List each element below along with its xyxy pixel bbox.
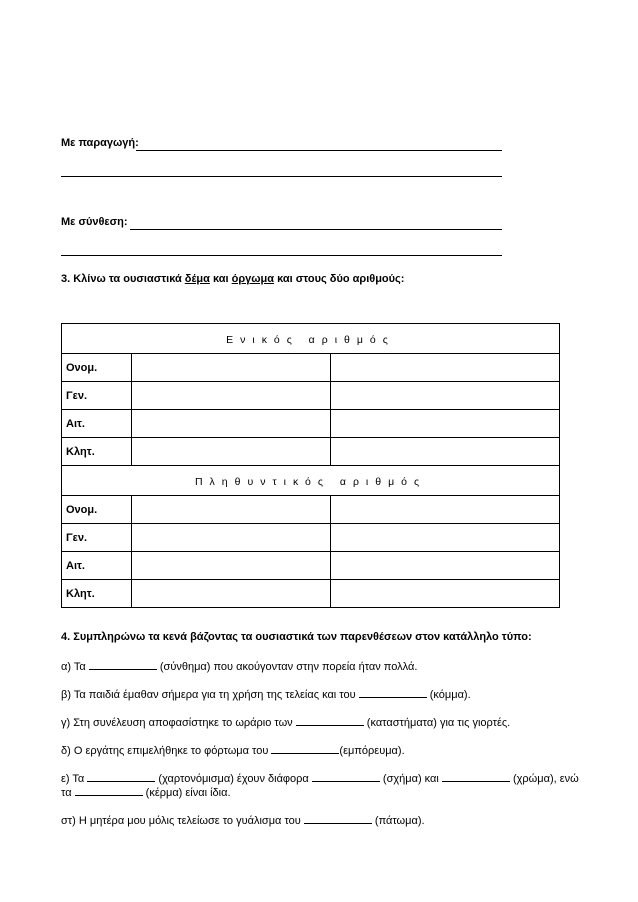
case-label: Γεν.: [62, 382, 132, 410]
fill-blank[interactable]: [87, 771, 155, 782]
exercise-text: β) Τα παιδιά έμαθαν σήμερα για τη χρήση της τελείας και του: [61, 689, 359, 701]
answer-cell[interactable]: [331, 354, 560, 382]
exercise-c: [61, 715, 510, 729]
answer-cell[interactable]: [132, 524, 331, 552]
answer-line[interactable]: [61, 255, 502, 256]
table-row: [62, 552, 560, 580]
exercise-text: δ) Ο εργάτης επιμελήθηκε το φόρτωμα του: [61, 745, 272, 757]
answer-cell[interactable]: [132, 410, 331, 438]
answer-cell[interactable]: [331, 382, 560, 410]
exercise-text: (σύνθημα) που ακούγονταν στην πορεία ήταν πολλά.: [156, 661, 418, 673]
task3-heading: [61, 273, 404, 285]
plural-header: Πληθυντικός αριθμός: [62, 466, 560, 496]
exercise-text: γ) Στη συνέλευση αποφασίστηκε το ωράριο των: [61, 717, 296, 729]
answer-cell[interactable]: [331, 552, 560, 580]
exercise-text: ε) Τα: [61, 773, 88, 785]
exercise-text: α) Τα: [61, 661, 89, 673]
exercise-text: (σχήμα) και: [379, 773, 442, 785]
exercise-text: τα: [61, 787, 75, 799]
production-label: Με παραγωγή:: [61, 137, 139, 149]
case-label: Κλητ.: [62, 580, 132, 608]
table-row: [62, 382, 560, 410]
answer-cell[interactable]: [132, 382, 331, 410]
exercise-text: (πάτωμα).: [371, 815, 425, 827]
table-row: [62, 580, 560, 608]
case-label: Γεν.: [62, 524, 132, 552]
exercise-text: στ) Η μητέρα μου μόλις τελείωσε το γυάλισμα του: [61, 815, 304, 827]
exercise-text: (κόμμα).: [426, 689, 471, 701]
table-row: [62, 410, 560, 438]
exercise-text: (καταστήματα) για τις γιορτές.: [363, 717, 511, 729]
fill-blank[interactable]: [271, 743, 339, 754]
answer-line[interactable]: [61, 176, 502, 177]
answer-cell[interactable]: [132, 438, 331, 466]
fill-blank[interactable]: [359, 687, 427, 698]
answer-cell[interactable]: [331, 496, 560, 524]
exercise-text: (χαρτονόμισμα) έχουν διάφορα: [155, 773, 312, 785]
answer-cell[interactable]: [331, 524, 560, 552]
answer-cell[interactable]: [331, 438, 560, 466]
word-orgoma: όργωμα: [231, 273, 275, 285]
table-row: [62, 438, 560, 466]
case-label: Κλητ.: [62, 438, 132, 466]
task3-middle: και: [209, 273, 232, 285]
task4-heading: 4. Συμπληρώνω τα κενά βάζοντας τα ουσιαστικά των παρενθέσεων στον κατάλληλο τύπο:: [61, 631, 532, 643]
fill-blank[interactable]: [296, 715, 364, 726]
answer-cell[interactable]: [132, 354, 331, 382]
task3-suffix: και στους δύο αριθμούς:: [274, 273, 405, 285]
table-row: [62, 496, 560, 524]
exercise-text: (χρώμα), ενώ: [509, 773, 579, 785]
singular-header: Ενικός αριθμός: [62, 324, 560, 354]
fill-blank[interactable]: [312, 771, 380, 782]
fill-blank[interactable]: [89, 659, 157, 670]
case-label: Ονομ.: [62, 496, 132, 524]
case-label: Ονομ.: [62, 354, 132, 382]
exercise-e: [61, 771, 579, 785]
answer-cell[interactable]: [132, 552, 331, 580]
answer-line[interactable]: [130, 229, 502, 230]
exercise-d: [61, 743, 405, 757]
exercise-b: [61, 687, 471, 701]
word-dema: δέμα: [184, 273, 210, 285]
case-label: Αιτ.: [62, 552, 132, 580]
answer-cell[interactable]: [331, 580, 560, 608]
exercise-e-line2: [61, 785, 231, 799]
fill-blank[interactable]: [442, 771, 510, 782]
exercise-a: [61, 659, 417, 673]
answer-cell[interactable]: [132, 496, 331, 524]
exercise-text: (κέρμα) είναι ίδια.: [142, 787, 231, 799]
table-row: [62, 354, 560, 382]
compound-label: Με σύνθεση:: [61, 216, 128, 228]
table-row: [62, 524, 560, 552]
case-label: Αιτ.: [62, 410, 132, 438]
answer-cell[interactable]: [331, 410, 560, 438]
declension-table: [61, 323, 560, 608]
fill-blank[interactable]: [75, 785, 143, 796]
answer-line[interactable]: [136, 150, 502, 151]
task3-prefix: 3. Κλίνω τα ουσιαστικά: [61, 273, 185, 285]
fill-blank[interactable]: [304, 813, 372, 824]
exercise-text: (εμπόρευμα).: [339, 745, 405, 757]
answer-cell[interactable]: [132, 580, 331, 608]
exercise-f: [61, 813, 425, 827]
